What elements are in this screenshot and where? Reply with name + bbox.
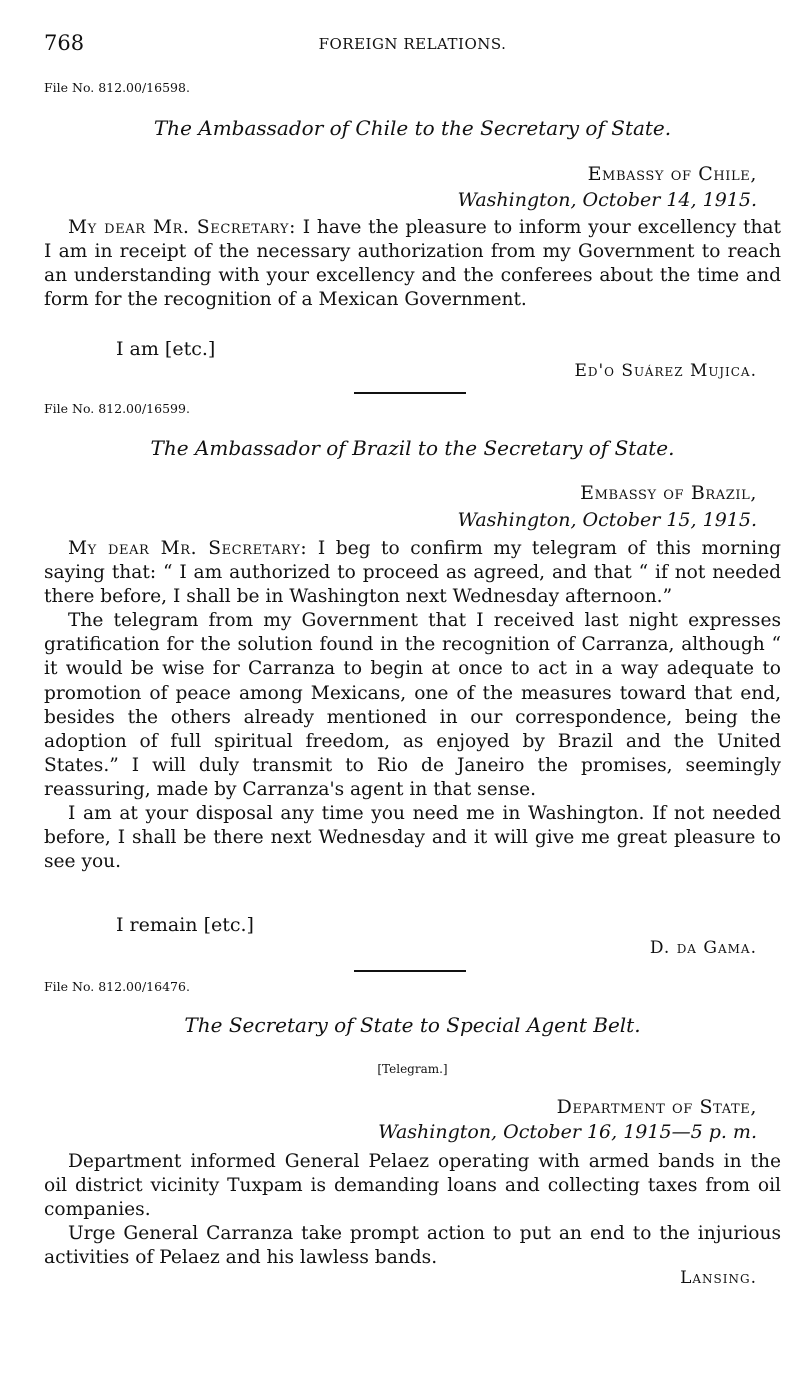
file-number: File No. 812.00/16598. (44, 80, 190, 95)
paragraph: Urge General Carranza take prompt action to put an end to the injurious activities of Pelaez and his lawless bands. (44, 1223, 781, 1269)
date-line: Washington, October 16, 1915—5 p. m. (378, 1121, 757, 1143)
date-line: Washington, October 14, 1915. (457, 189, 757, 211)
paragraph: Department informed General Pelaez operating with armed bands in the oil district vicinity Tuxpam is demanding loans and collecting taxes from oil companies. (44, 1151, 781, 1221)
document-title: The Secretary of State to Special Agent Belt. (184, 1013, 641, 1037)
file-number: File No. 812.00/16599. (44, 401, 190, 416)
paragraph: The telegram from my Government that I received last night expresses gratification for the solution found in the recognition of Carranza, although “ it would be wise for Carranza to begin at once to act in a way adequate to promotion of peace among Mexicans, one of the measures toward that end, besides the others already mentioned in our correspondence, being the adoption of full spiritual freedom, as enjoyed by Brazil and the United States.” I will duly transmit to Rio de Janeiro the promises, seemingly reassuring, made by Carranza's agent in that sense. (44, 610, 781, 800)
embassy-line: Embassy of Chile, (587, 163, 757, 185)
page-number: 768 (44, 31, 85, 55)
file-number: File No. 812.00/16476. (44, 979, 190, 994)
embassy-line: Embassy of Brazil, (580, 482, 757, 504)
telegram-body (44, 1150, 781, 1270)
letter-body (44, 216, 781, 312)
department-line: Department of State, (556, 1096, 757, 1118)
closing: I remain [etc.] (116, 914, 254, 936)
telegram-note: [Telegram.] (377, 1062, 448, 1076)
date-line: Washington, October 15, 1915. (457, 509, 757, 531)
page-header (44, 31, 781, 57)
signature: Ed'o Suárez Mujica. (574, 361, 757, 381)
document-title: The Ambassador of Chile to the Secretary of State. (153, 116, 672, 140)
divider (354, 970, 466, 972)
letter-body (44, 537, 781, 874)
salutation: My dear Mr. Secretary: (68, 217, 296, 238)
salutation: My dear Mr. Secretary: (68, 538, 308, 559)
paragraph: I beg to confirm my telegram of this morning saying that: “ I am authorized to proceed as agreed, and that “ if not needed there before, I shall be in Washington next Wednesday afternoon.” (44, 538, 781, 608)
running-head: FOREIGN RELATIONS. (318, 35, 507, 53)
signature: D. da Gama. (649, 938, 757, 958)
document-title: The Ambassador of Brazil to the Secretary of State. (150, 436, 675, 460)
signature: Lansing. (680, 1268, 757, 1288)
divider (354, 392, 466, 394)
paragraph: I am at your disposal any time you need me in Washington. If not needed before, I shall be there next Wednesday and it will give me great pleasure to see you. (44, 803, 781, 873)
closing: I am [etc.] (116, 338, 216, 360)
paragraph: I have the pleasure to inform your excellency that I am in receipt of the necessary authorization from my Government to reach an understanding with your excellency and the conferees about the time and form for the recognition of a Mexican Government. (44, 217, 781, 311)
